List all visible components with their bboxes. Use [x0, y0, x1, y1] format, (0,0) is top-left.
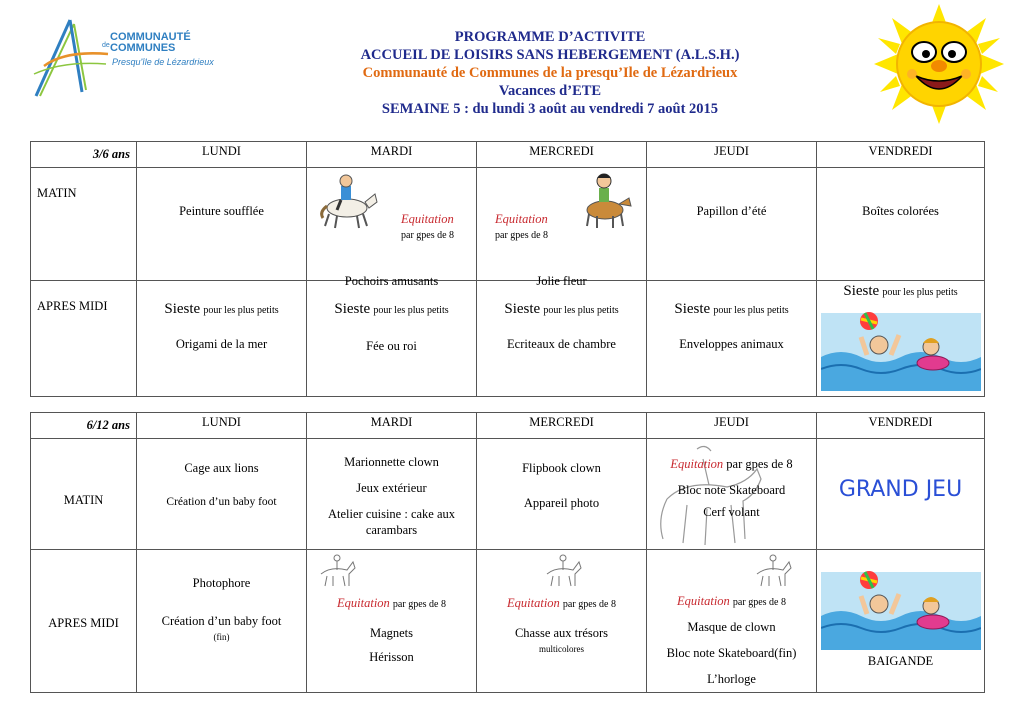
cell-apres-jeudi: Sieste pour les plus petits Enveloppes animaux	[647, 281, 817, 397]
cell-apres-jeudi: Equitation par gpes de 8 Masque de clown Bloc note Skateboard(fin) L’horloge	[647, 550, 817, 693]
logo-line3: Presqu'île de Lézardrieux	[112, 57, 214, 67]
logo-line1: COMMUNAUTÉ	[110, 31, 191, 43]
day-header-mercredi: MERCREDI	[477, 142, 647, 168]
cell-matin-jeudi: Equitation par gpes de 8 Bloc note Skateboard Cerf volant	[647, 439, 817, 550]
age-group-label: 6/12 ans	[31, 413, 137, 439]
page-header	[230, 28, 870, 118]
day-header-mercredi: MERCREDI	[477, 413, 647, 439]
cell-matin-mardi: Marionnette clown Jeux extérieur Atelier cuisine : cake aux carambars	[307, 439, 477, 550]
schedule-table-6-12	[30, 412, 985, 693]
day-header-lundi: LUNDI	[137, 142, 307, 168]
swimming-children-icon	[821, 566, 981, 650]
header-week: SEMAINE 5 : du lundi 3 août au vendredi 7 août 2015	[381, 101, 719, 117]
row-label-apres-midi: APRES MIDI	[31, 281, 137, 397]
cell-apres-vendredi	[817, 550, 985, 693]
cell-apres-mercredi: Equitation par gpes de 8 Chasse aux trésors multicolores	[477, 550, 647, 693]
grand-jeu-label: GRAND JEU	[838, 477, 963, 502]
pony-girl-icon	[575, 170, 635, 230]
header-title: PROGRAMME D’ACTIVITE	[454, 29, 646, 45]
row-label-matin: MATIN	[31, 439, 137, 550]
cell-apres-vendredi: Sieste pour les plus petits	[817, 281, 985, 397]
sun-illustration	[854, 4, 1024, 124]
day-header-mardi: MARDI	[307, 413, 477, 439]
day-header-vendredi: VENDREDI	[817, 142, 985, 168]
cell-matin-lundi: Cage aux lions Création d’un baby foot	[137, 439, 307, 550]
cell-matin-vendredi: Boîtes colorées	[817, 168, 985, 281]
cell-matin-jeudi: Papillon d’été	[647, 168, 817, 281]
cell-apres-lundi: Sieste pour les plus petits Origami de la mer	[137, 281, 307, 397]
schedule-table-3-6	[30, 141, 985, 397]
age-group-label: 3/6 ans	[31, 142, 137, 168]
swimming-children-icon	[821, 307, 981, 391]
day-header-lundi: LUNDI	[137, 413, 307, 439]
cell-apres-mardi: Equitation par gpes de 8 Magnets Hérisson	[307, 550, 477, 693]
cell-matin-lundi: Peinture soufflée	[137, 168, 307, 281]
header-subtitle: ACCUEIL DE LOISIRS SANS HEBERGEMENT (A.L.S.H.)	[360, 47, 740, 63]
cell-matin-mercredi: Equitation par gpes de 8 Jolie fleur	[477, 168, 647, 281]
day-header-jeudi: JEUDI	[647, 413, 817, 439]
horse-rider-sketch-icon	[753, 554, 793, 588]
cell-apres-mardi: Sieste pour les plus petits Fée ou roi	[307, 281, 477, 397]
logo-de: de	[102, 42, 110, 49]
row-label-matin: MATIN	[31, 168, 137, 281]
community-logo	[30, 14, 214, 104]
horse-rider-sketch-icon	[317, 554, 357, 588]
baigande-label: BAIGANDE	[867, 654, 934, 668]
cell-apres-lundi: Photophore Création d’un baby foot (fin)	[137, 550, 307, 693]
day-header-vendredi: VENDREDI	[817, 413, 985, 439]
header-holiday: Vacances d’ETE	[498, 83, 602, 99]
equitation-label: Equitation	[401, 212, 454, 226]
day-header-jeudi: JEUDI	[647, 142, 817, 168]
row-label-apres-midi: APRES MIDI	[31, 550, 137, 693]
day-header-mardi: MARDI	[307, 142, 477, 168]
cell-matin-vendredi	[817, 439, 985, 550]
horse-rider-sketch-icon	[543, 554, 583, 588]
logo-line2: COMMUNES	[110, 42, 176, 54]
logo-a-icon	[30, 14, 110, 104]
pony-rider-icon	[315, 172, 379, 230]
cell-matin-mercredi: Flipbook clown Appareil photo	[477, 439, 647, 550]
header-community: Communauté de Communes de la presqu’Ile de Lézardrieux	[362, 65, 738, 81]
equitation-label: Equitation	[495, 212, 548, 226]
cell-apres-mercredi: Sieste pour les plus petits Ecriteaux de chambre	[477, 281, 647, 397]
cell-matin-mardi: Equitation par gpes de 8 Pochoirs amusants	[307, 168, 477, 281]
